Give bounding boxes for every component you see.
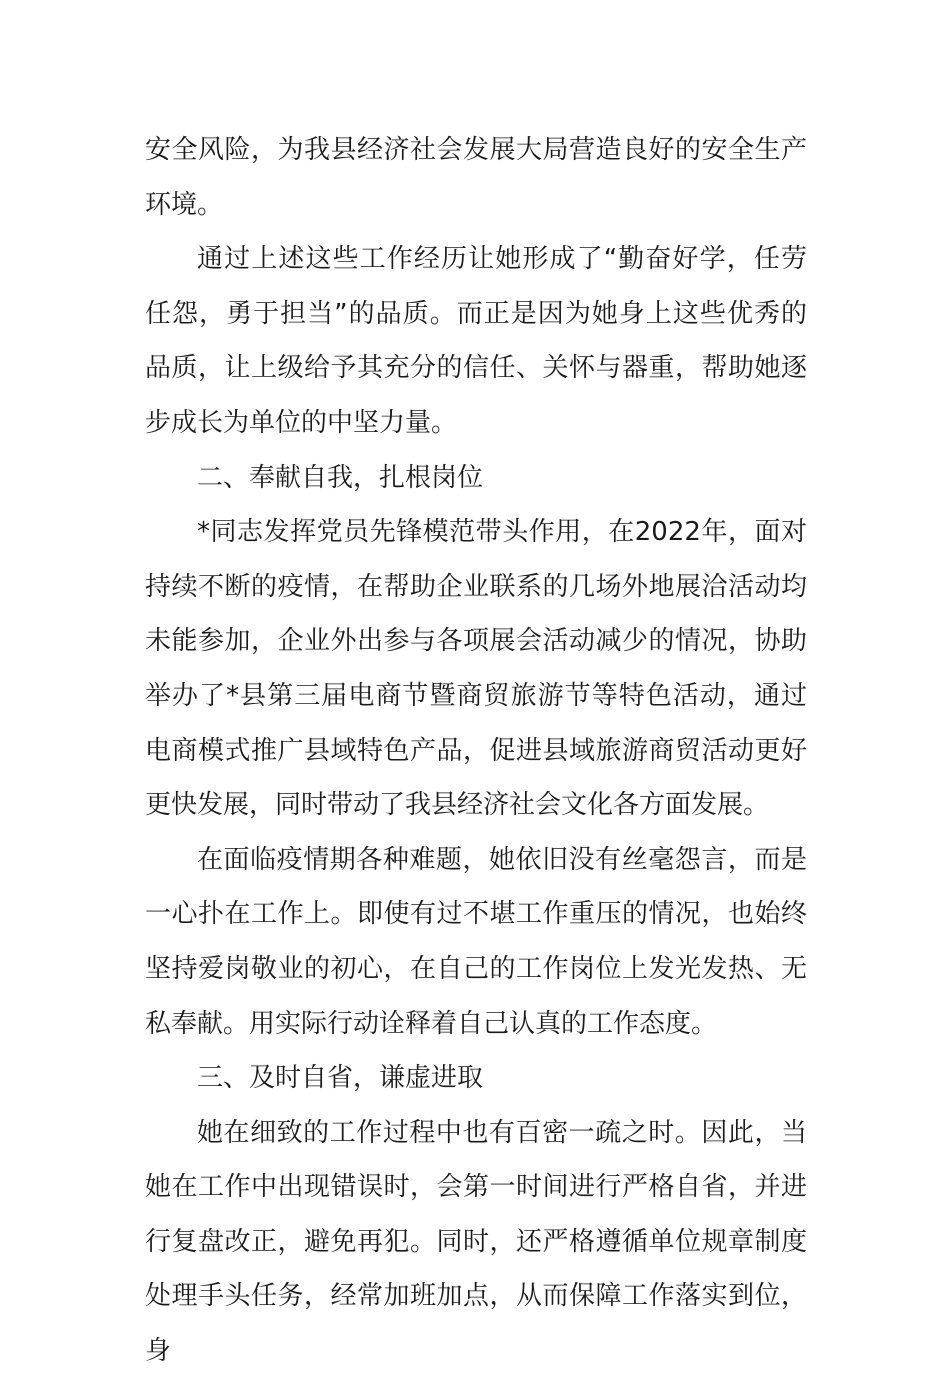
paragraph-4: 在面临疫情期各种难题，她依旧没有丝毫怨言，而是一心扑在工作上。即使有过不堪工作重压的情况，也始终坚持爱岗敬业的初心，在自己的工作岗位上发光发热、无私奉献。用实际行动诠释着自己认真的工作态度。 [145, 844, 807, 1039]
paragraph-5: 她在细致的工作过程中也有百密一疏之时。因此，当她在工作中出现错误时，会第一时间进行严格自省，并进行复盘改正，避免再犯。同时，还严格遵循单位规章制度处理手头任务，经常加班加点，从而保障工作落实到位，身 [145, 1117, 807, 1367]
document-body [145, 123, 807, 1379]
paragraph-1: 安全风险，为我县经济社会发展大局营造良好的安全生产环境。 [145, 135, 807, 220]
paragraph-3: *同志发挥党员先锋模范带头作用，在2022年，面对持续不断的疫情，在帮助企业联系的几场外地展洽活动均未能参加，企业外出参与各项展会活动减少的情况，协助举办了*县第三届电商节暨商贸旅游节等特色活动，通过电商模式推广县域特色产品，促进县域旅游商贸活动更好更快发展，同时带动了我县经济社会文化各方面发展。 [145, 517, 807, 821]
section-heading-3: 三、及时自省，谦虚进取 [197, 1063, 484, 1094]
paragraph-2: 通过上述这些工作经历让她形成了“勤奋好学，任劳任怨，勇于担当”的品质。而正是因为她身上这些优秀的品质，让上级给予其充分的信任、关怀与器重，帮助她逐步成长为单位的中坚力量。 [145, 244, 807, 438]
section-heading-2: 二、奉献自我，扎根岗位 [197, 462, 484, 493]
